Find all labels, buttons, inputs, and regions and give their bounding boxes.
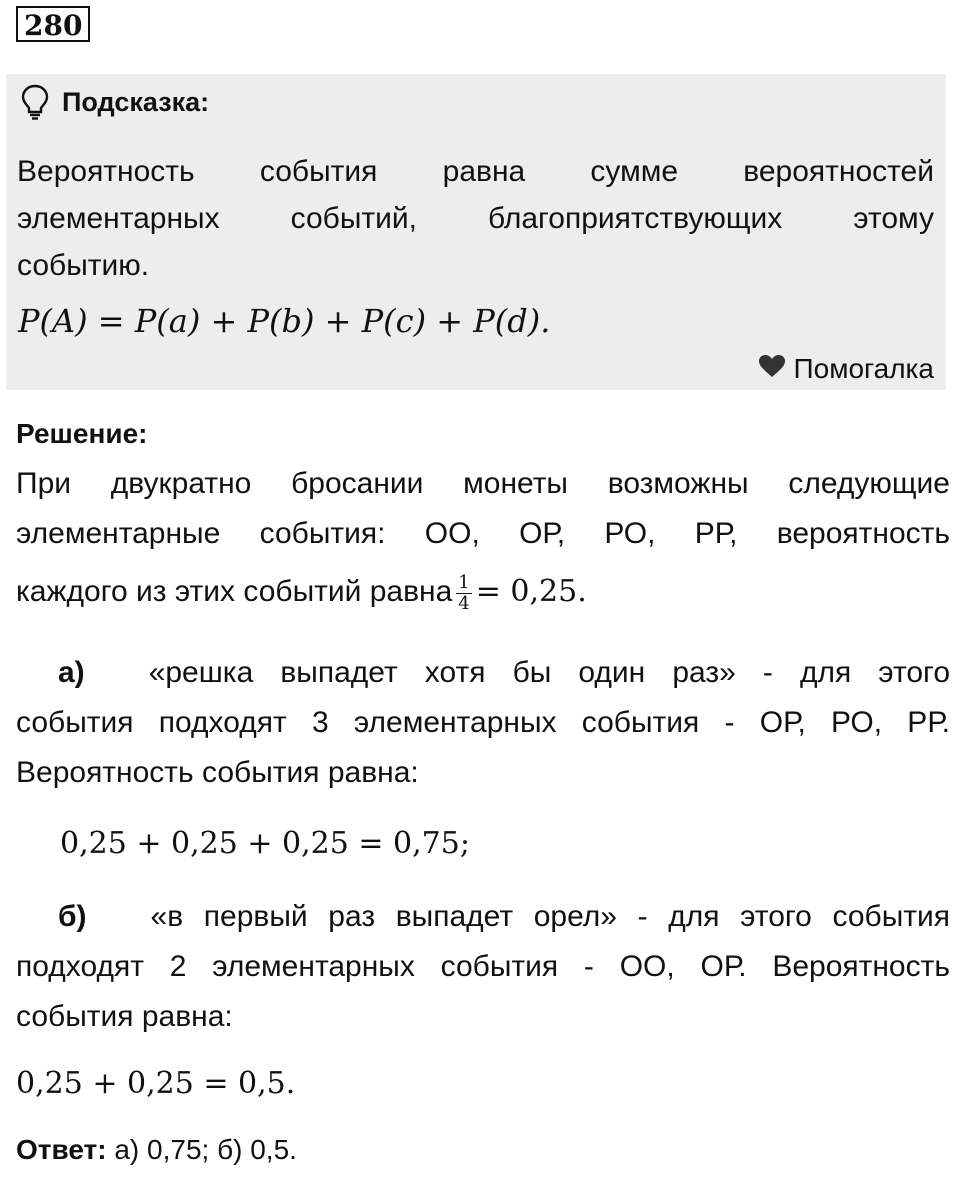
part-a-formula: 0,25 + 0,25 + 0,25 = 0,75; (60, 826, 470, 861)
hint-formula: P(A) = P(a) + P(b) + P(c) + P(d). (18, 302, 551, 340)
hint-text-line: событию. (17, 249, 150, 282)
fraction (456, 573, 471, 614)
hint-box (6, 74, 946, 390)
intro-line: элементарные события: ОО, ОР, РО, РР, вероятность (16, 517, 950, 550)
lightbulb-icon (20, 84, 50, 120)
part-b-line (16, 892, 950, 942)
part-b (16, 892, 950, 1042)
intro-line: При двукратно бросании монеты возможны следующие (16, 467, 950, 500)
hint-header (20, 82, 209, 122)
solution-intro (16, 459, 950, 625)
brand-name: Помогалка (793, 353, 934, 384)
intro-line: каждого из этих событий равна (16, 575, 453, 608)
fraction-numerator: 1 (458, 571, 470, 593)
part-b-line: подходят 2 элементарных события - ОО, ОР. Вероятность (16, 950, 950, 983)
hint-text-line: Вероятность события равна сумме вероятностей (17, 155, 934, 188)
part-a-label: а) (58, 656, 85, 689)
part-b-label: б) (58, 900, 87, 933)
hint-text-line: элементарных событий, благоприятствующих этому (17, 202, 934, 235)
part-b-formula: 0,25 + 0,25 = 0,5. (16, 1066, 296, 1101)
hint-text (17, 148, 934, 289)
part-a-line: события подходят 3 элементарных события - ОР, РО, РР. (16, 706, 950, 739)
answer (16, 1134, 297, 1166)
part-a-text: «решка выпадет хотя бы один раз» - для этого (148, 656, 950, 689)
solution-heading: Решение: (16, 418, 148, 449)
part-a (16, 648, 950, 798)
brand-label (758, 350, 934, 388)
fraction-result: = 0,25. (475, 574, 587, 609)
heart-icon (758, 353, 786, 385)
answer-text: а) 0,75; б) 0,5. (114, 1134, 297, 1165)
part-a-line (16, 648, 950, 698)
hint-title: Подсказка: (62, 86, 210, 117)
part-b-text: «в первый раз выпадет орел» - для этого события (150, 900, 950, 933)
part-a-line: Вероятность события равна: (16, 756, 419, 789)
fraction-denominator: 4 (458, 592, 470, 614)
task-number: 280 (16, 6, 90, 42)
part-b-line: события равна: (16, 1000, 233, 1033)
answer-label: Ответ: (16, 1134, 107, 1165)
